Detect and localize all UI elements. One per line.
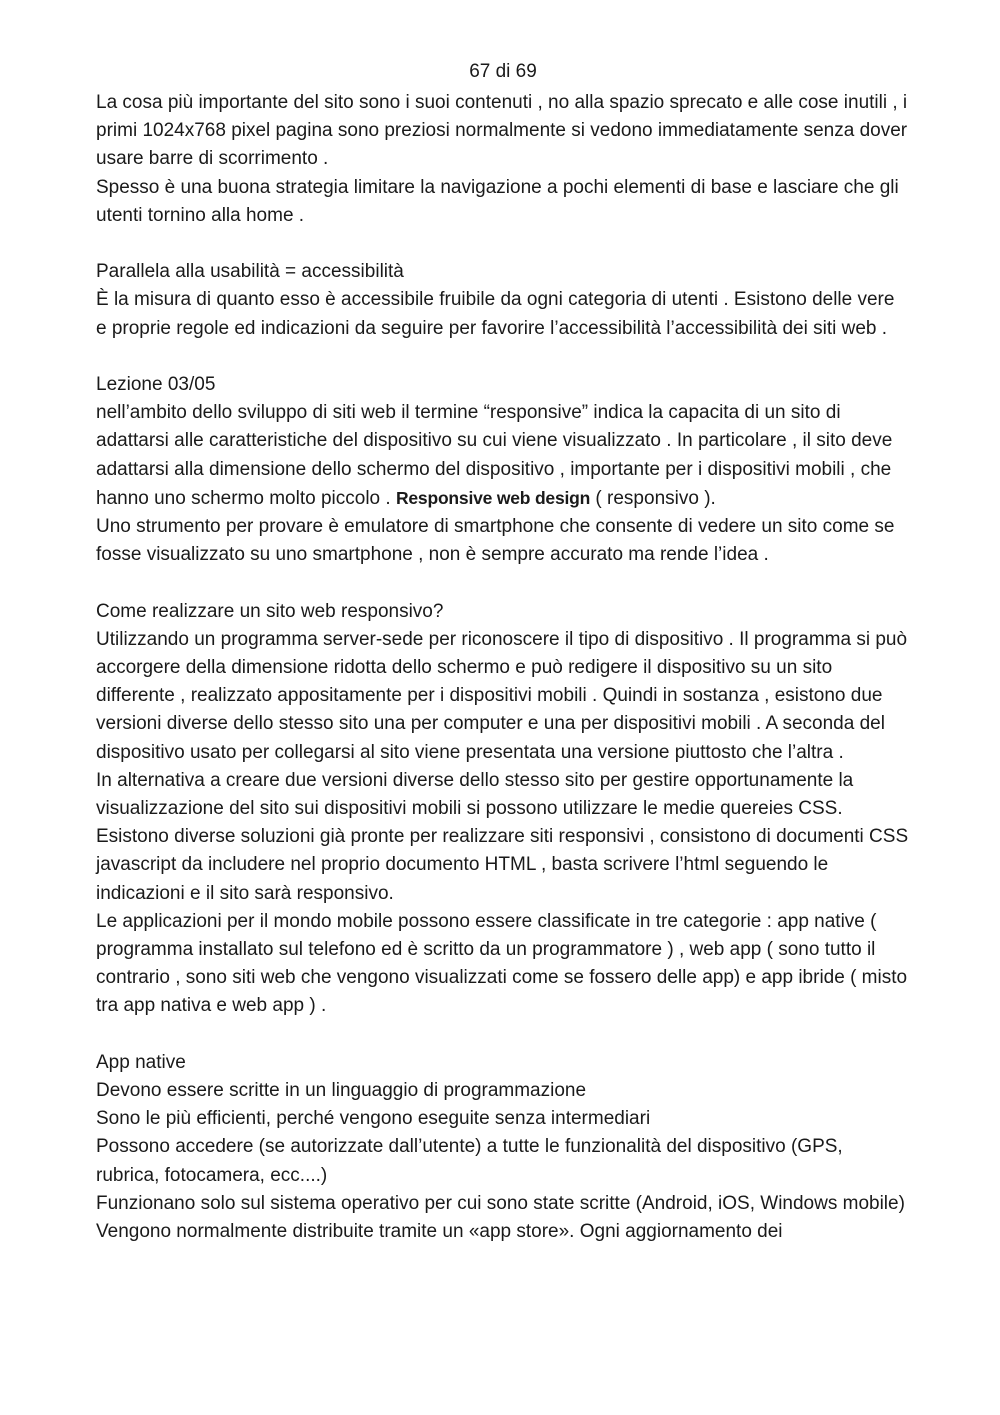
heading-accessibility: Parallela alla usabilità = accessibilità (96, 261, 404, 283)
paragraph-emulator: Uno strumento per provare è emulatore di smartphone che consente di vedere un sito come se fosse visualizzato su uno smartphone , non è sempre accurato ma rende l’idea . (96, 516, 895, 566)
page-number: 67 di 69 (469, 61, 537, 82)
line-native-os: Funzionano solo sul sistema operativo per cui sono state scritte (Android, iOS, Windows mobile) Vengono normalmente distribuite tramite un «app store». Ogni aggiornamento dei (96, 1192, 905, 1243)
paragraph-responsive-definition (96, 399, 910, 513)
heading-how-to-responsive: Come realizzare un sito web responsivo? (96, 600, 444, 622)
blank-line (96, 569, 910, 597)
heading-native-apps: App native (96, 1051, 186, 1073)
line-native-language: Devono essere scritte in un linguaggio di programmazione (96, 1080, 587, 1102)
blank-line (96, 343, 910, 371)
paragraph-app-categories: Le applicazioni per il mondo mobile possono essere classificate in tre categorie : app native ( programma installato sul telefono ed è scritto da un programmatore ) , web app ( sono tutto il contrario , sono siti web che vengono visualizzati come se fossero delle app) e app ibride ( misto tra app nativa e web app ) . (96, 910, 908, 1017)
paragraph-server-side: Utilizzando un programma server-sede per riconoscere il tipo di dispositivo . Il programma si può accorgere della dimensione ridotta dello schermo e può redigere il dispositivo su un sito differente , realizzato appositamente per i dispositivi mobili . Quindi in sostanza , esistono due versioni diverse dello stesso sito una per computer e una per dispositivi mobili . A seconda del dispositivo usato per collegarsi al sito viene presentata una versione piuttosto che l’altra . (96, 628, 908, 763)
blank-line (96, 230, 910, 258)
line-native-features: Possono accedere (se autorizzate dall’utente) a tutte le funzionalità del dispositivo (GPS, rubrica, fotocamera, ecc....) (96, 1136, 843, 1186)
line-native-efficiency: Sono le più efficienti, perché vengono eseguite senza intermediari (96, 1108, 651, 1130)
responsive-web-design-term: Responsive web design (395, 487, 591, 508)
responsive-text-before: nell’ambito dello sviluppo di siti web il termine “responsive” indica la capacita di un sito di adattarsi alle caratteristiche del dispositivo su cui viene visualizzato . In particolare , il sito deve adattarsi alla dimensione dello schermo del dispositivo , importante per i dispositivi mobili , che hanno uno schermo molto piccolo . (96, 402, 893, 509)
paragraph-content-priority: La cosa più importante del sito sono i suoi contenuti , no alla spazio sprecato e alle cose inutili , i primi 1024x768 pixel pagina sono preziosi normalmente si vedono immediatamente senza dover usare barre di scorrimento . (96, 92, 908, 170)
paragraph-accessibility: È la misura di quanto esso è accessibile fruibile da ogni categoria di utenti . Esistono delle vere e proprie regole ed indicazioni da seguire per favorire l’accessibilità l’accessibilità dei siti web . (96, 289, 895, 339)
paragraph-navigation-strategy: Spesso è una buona strategia limitare la navigazione a pochi elementi di base e lasciare che gli utenti tornino alla home . (96, 176, 899, 226)
paragraph-media-queries: In alternativa a creare due versioni diverse dello stesso sito per gestire opportunamente la visualizzazione del sito sui dispositivi mobili si possono utilizzare le medie quereies CSS. (96, 769, 854, 820)
heading-lesson-date: Lezione 03/05 (96, 374, 216, 395)
responsive-text-after: ( responsivo ). (590, 487, 716, 509)
paragraph-ready-solutions: Esistono diverse soluzioni già pronte per realizzare siti responsivi , consistono di documenti CSS javascript da includere nel proprio documento HTML , basta scrivere l’html seguendo le indicazioni e il sito sarà responsivo. (96, 826, 909, 904)
blank-line (96, 1021, 910, 1049)
